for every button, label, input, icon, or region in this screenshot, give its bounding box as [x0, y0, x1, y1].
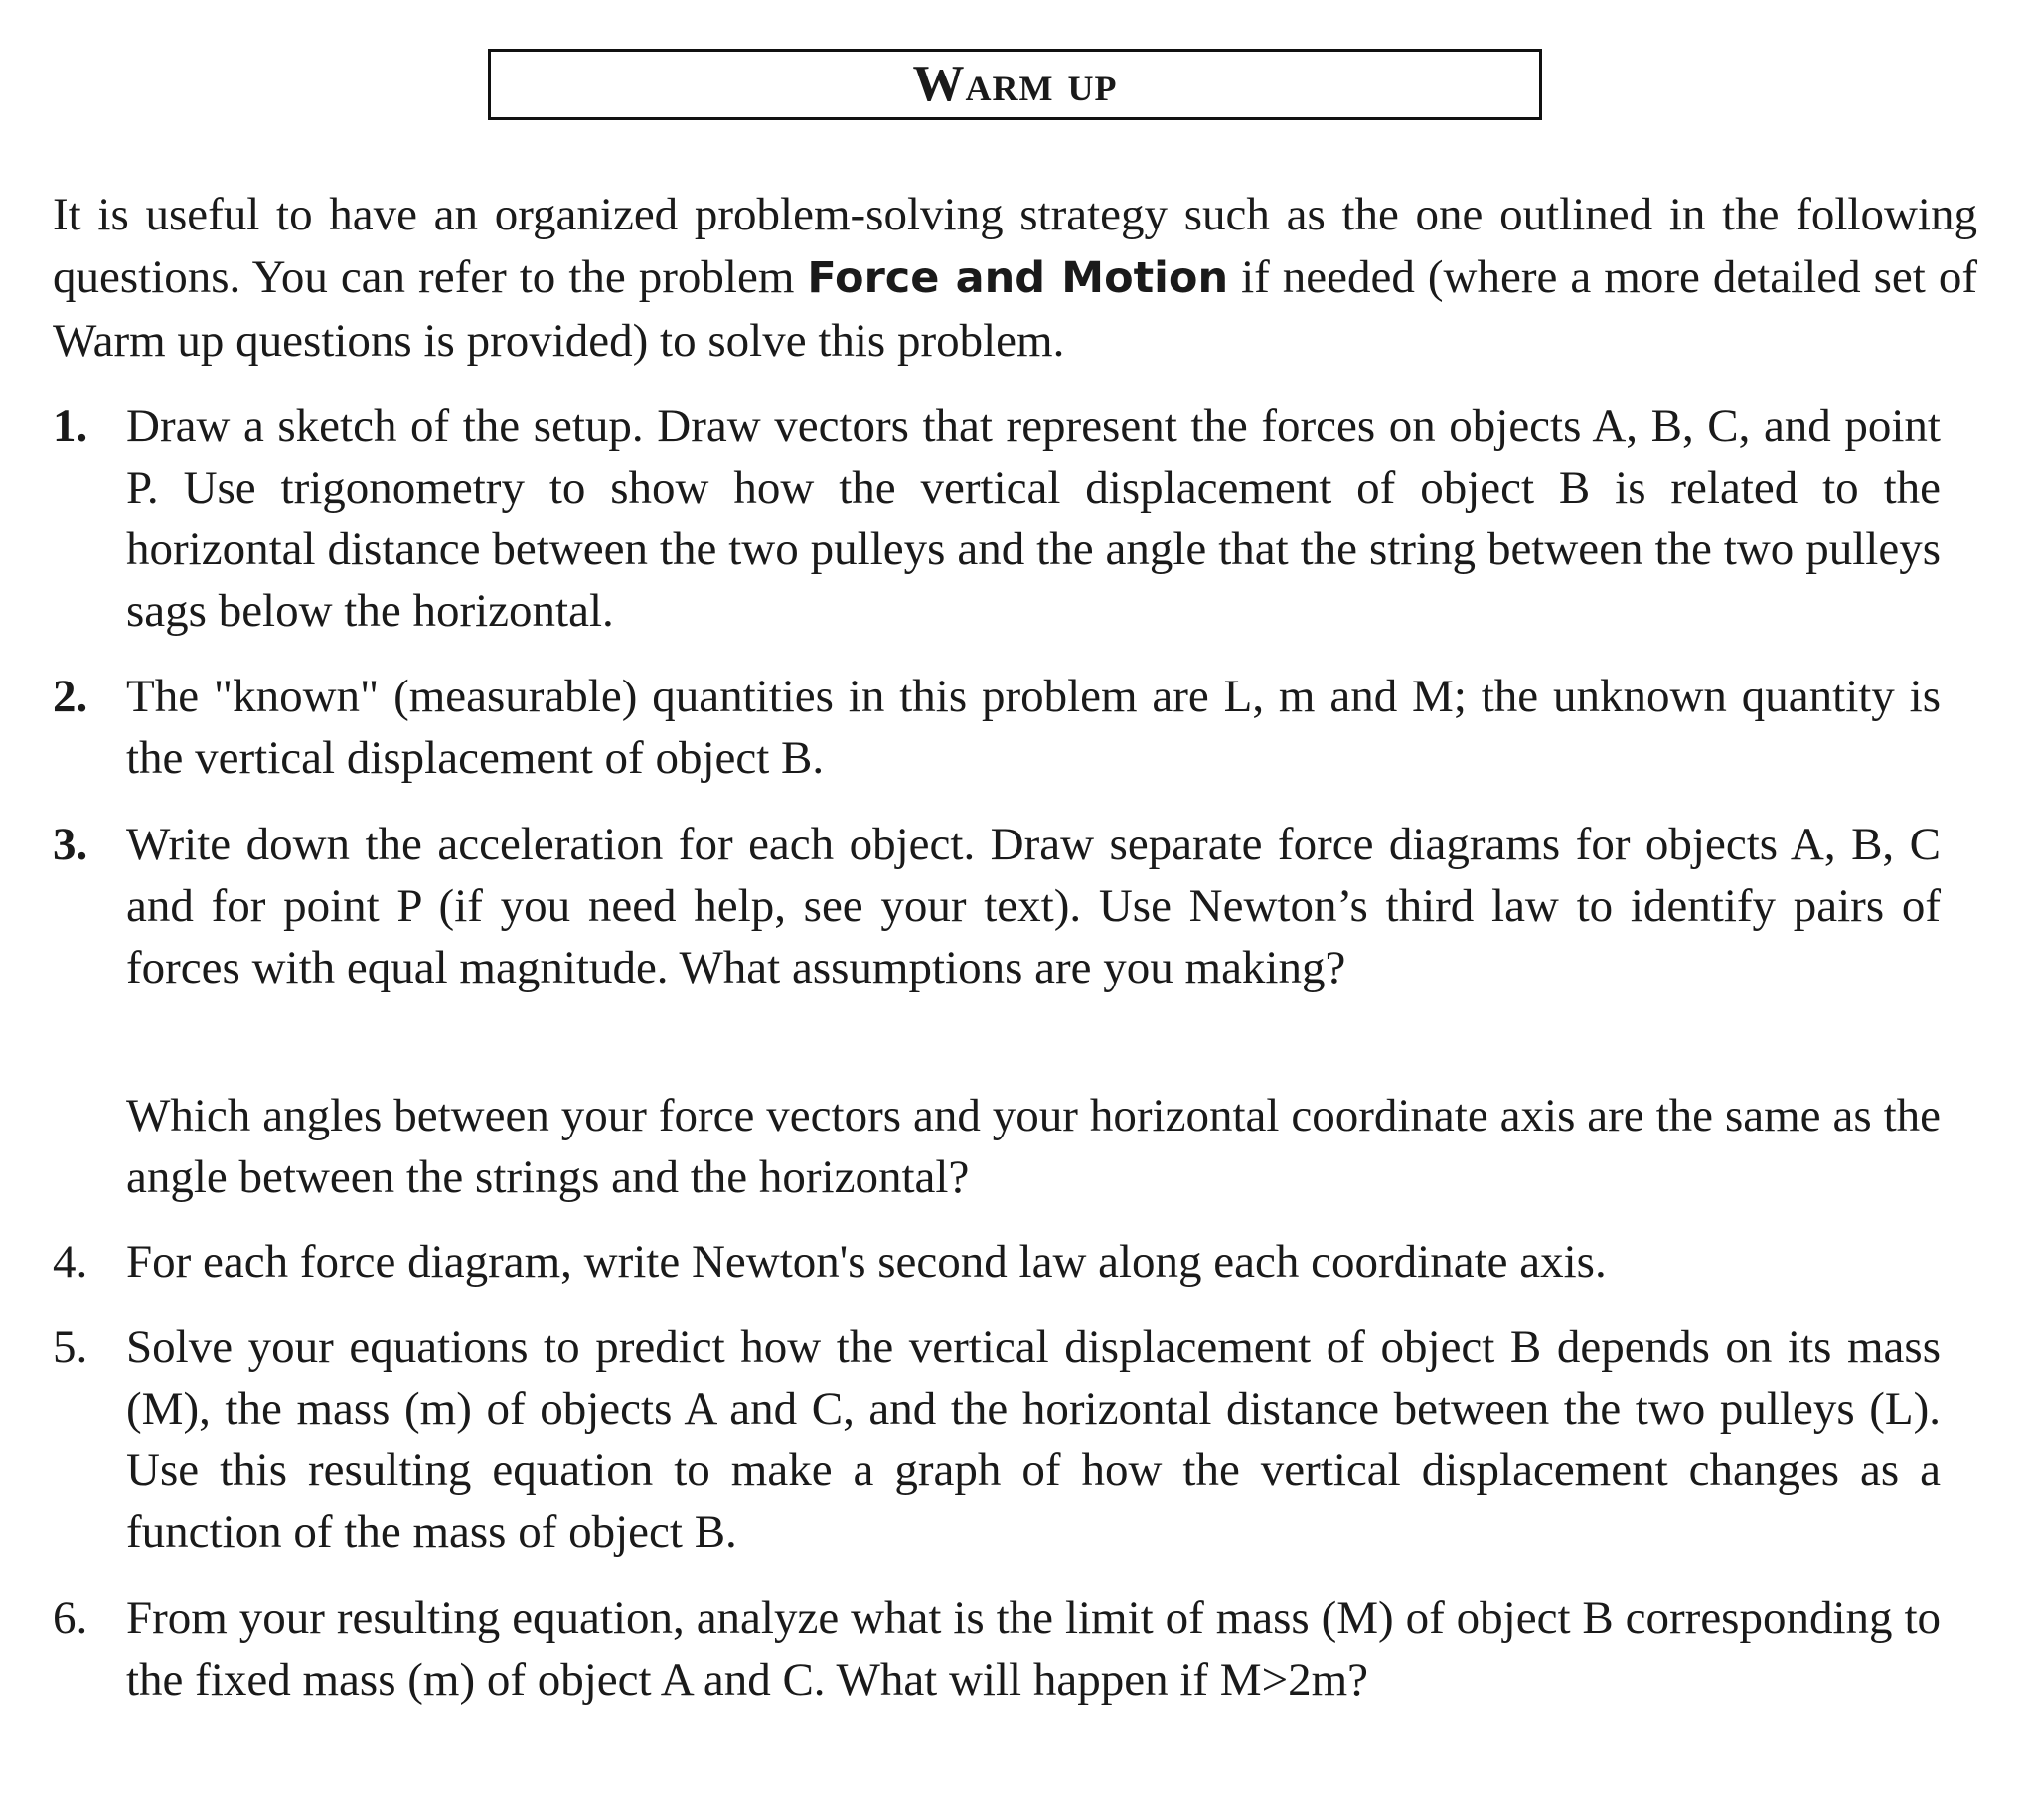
question-number: 6.	[53, 1592, 88, 1644]
question-number: 2.	[53, 671, 88, 722]
intro-bold-problem-name: Force and Motion	[807, 253, 1229, 303]
question-text: The "known" (measurable) quantities in this problem are L, m and M; the unknown quantity is the vertical displacement of object B.	[126, 671, 1941, 784]
question-5	[53, 1316, 1941, 1563]
question-3	[53, 814, 1941, 998]
question-number: 4.	[53, 1236, 88, 1288]
intro-paragraph	[53, 184, 1977, 373]
question-text: Write down the acceleration for each object. Draw separate force diagrams for objects A, B, C and for point P (if you need help, see your text). Use Newton’s third law to identify pairs of forces with equal magnitude. What assumptions are you making?	[126, 819, 1941, 993]
title-box	[488, 49, 1542, 120]
intro-text-after: if needed (where a more detailed set of Warm up questions is provided) to solve this problem.	[53, 251, 1977, 367]
intro-text-before: It is useful to have an organized problem-solving strategy such as the one outlined in the following questions. You can refer to the problem	[53, 189, 1977, 303]
question-text: Solve your equations to predict how the vertical displacement of object B depends on its mass (M), the mass (m) of objects A and C, and the horizontal distance between the two pulleys (L). Use this resulting equation to make a graph of how the vertical displacement changes as a function of the mass of object B.	[126, 1321, 1941, 1558]
question-2	[53, 666, 1941, 789]
page-title: Warm up	[912, 56, 1118, 112]
question-text: From your resulting equation, analyze what is the limit of mass (M) of object B corresponding to the fixed mass (m) of object A and C. What will happen if M>2m?	[126, 1592, 1941, 1706]
question-number: 5.	[53, 1321, 88, 1373]
question-3-followup: Which angles between your force vectors and your horizontal coordinate axis are the same as the angle between the strings and the horizontal?	[126, 1090, 1941, 1203]
question-number: 1.	[53, 400, 88, 452]
question-4	[53, 1231, 1941, 1292]
question-1	[53, 395, 1941, 642]
question-text: Draw a sketch of the setup. Draw vectors that represent the forces on objects A, B, C, and point P. Use trigonometry to show how the vertical displacement of object B is related to the horizontal distance between the two pulleys and the angle that the string between the two pulleys sags below the horizontal.	[126, 400, 1941, 637]
question-number: 3.	[53, 819, 88, 870]
question-text: For each force diagram, write Newton's second law along each coordinate axis.	[126, 1236, 1607, 1288]
question-6	[53, 1588, 1941, 1711]
